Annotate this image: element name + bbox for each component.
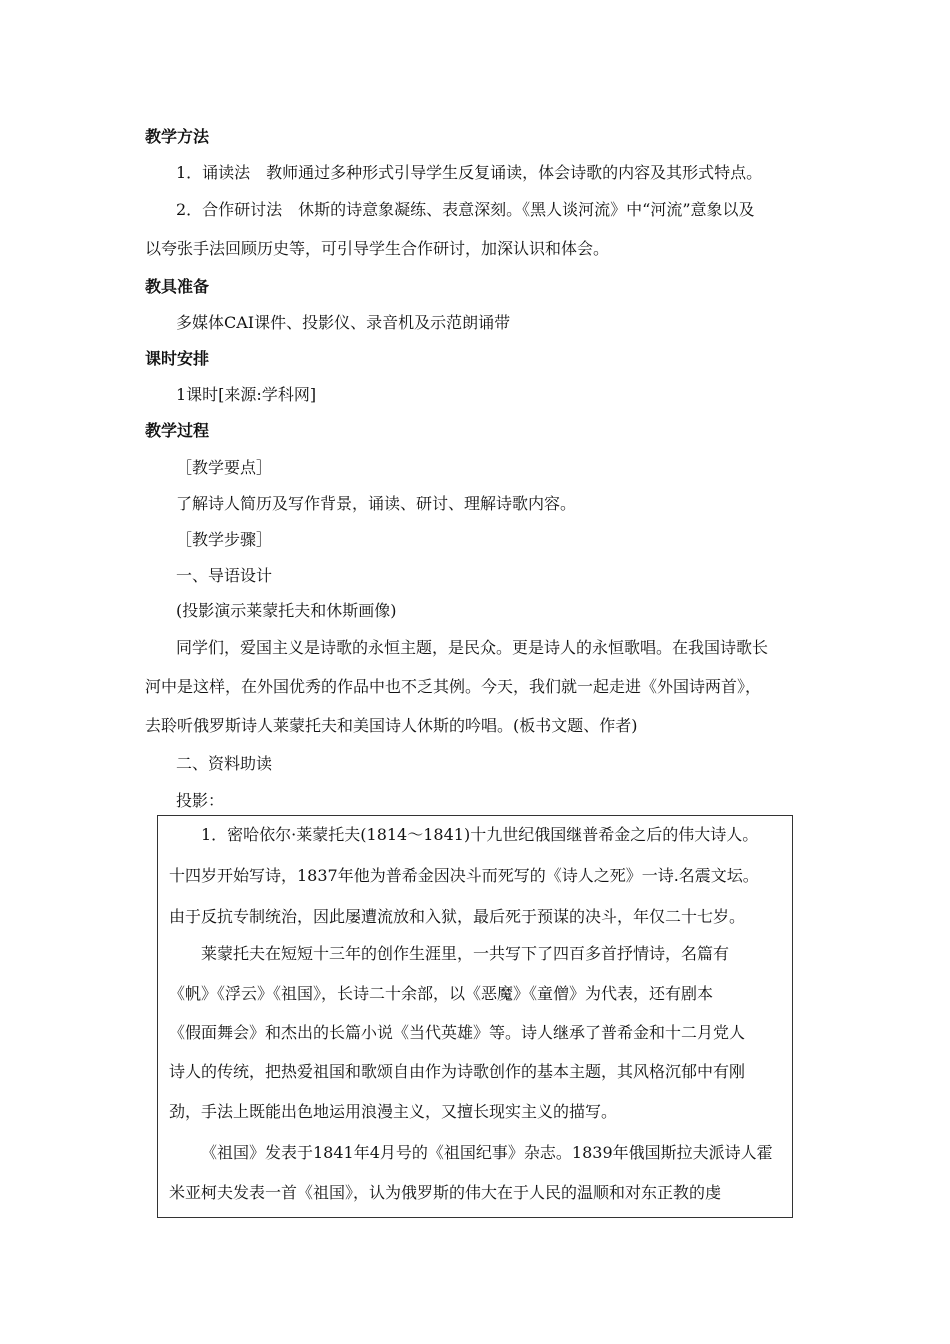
heading-teaching-tools: 教具准备	[145, 277, 210, 296]
box-line-2: 十四岁开始写诗，1837年他为普希金因决斗而死写的《诗人之死》一诗.名震文坛。	[169, 866, 759, 885]
step1-paragraph-line3: 去聆听俄罗斯诗人莱蒙托夫和美国诗人休斯的吟唱。(板书文题、作者)	[145, 716, 638, 735]
heading-teaching-methods: 教学方法	[145, 127, 210, 146]
step1-note: (投影演示莱蒙托夫和休斯画像)	[176, 601, 397, 620]
key-points-label: ［教学要点］	[176, 458, 273, 477]
box-line-6: 《假面舞会》和杰出的长篇小说《当代英雄》等。诗人继承了普希金和十二月党人	[169, 1023, 746, 1042]
box-line-3: 由于反抗专制统治，因此屡遭流放和入狱，最后死于预谋的决斗，年仅二十七岁。	[169, 907, 746, 926]
box-line-5: 《帆》《浮云》《祖国》，长诗二十余部，以《恶魔》《童僧》为代表，还有剧本	[169, 984, 714, 1003]
box-line-7: 诗人的传统，把热爱祖国和歌颂自由作为诗歌创作的基本主题，其风格沉郁中有刚	[169, 1062, 746, 1081]
heading-teaching-process: 教学过程	[145, 421, 210, 440]
heading-schedule: 课时安排	[145, 349, 210, 368]
step2-title: 二、资料助读	[176, 754, 273, 773]
step1-paragraph-line2: 河中是这样，在外国优秀的作品中也不乏其例。今天，我们就一起走进《外国诗两首》，	[145, 677, 762, 696]
key-points-text: 了解诗人简历及写作背景，诵读、研讨、理解诗歌内容。	[176, 494, 577, 513]
step1-title: 一、导语设计	[176, 566, 273, 585]
method-item-2: 2．合作研讨法 休斯的诗意象凝练、表意深刻。《黑人谈河流》中“河流”意象以及	[176, 200, 755, 219]
schedule-text: 1课时[来源:学科网]	[176, 385, 317, 404]
box-line-8: 劲，手法上既能出色地运用浪漫主义，又擅长现实主义的描写。	[169, 1102, 618, 1121]
step1-paragraph-line1: 同学们，爱国主义是诗歌的永恒主题，是民众。更是诗人的永恒歌唱。在我国诗歌长	[176, 638, 769, 657]
box-line-9: 《祖国》发表于1841年4月号的《祖国纪事》杂志。1839年俄国斯拉夫派诗人霍	[201, 1143, 773, 1162]
box-line-4: 莱蒙托夫在短短十三年的创作生涯里，一共写下了四百多首抒情诗，名篇有	[201, 944, 730, 963]
method-item-2-cont: 以夸张手法回顾历史等，可引导学生合作研讨，加深认识和体会。	[145, 239, 610, 258]
box-line-1: 1．密哈依尔·莱蒙托夫(1814～1841)十九世纪俄国继普希金之后的伟大诗人。	[201, 825, 759, 844]
steps-label: ［教学步骤］	[176, 530, 273, 549]
box-line-10: 米亚柯夫发表一首《祖国》，认为俄罗斯的伟大在于人民的温顺和对东正教的虔	[169, 1183, 722, 1202]
tools-text: 多媒体CAI课件、投影仪、录音机及示范朗诵带	[176, 313, 511, 332]
projection-label: 投影：	[176, 791, 225, 810]
method-item-1: 1．诵读法 教师通过多种形式引导学生反复诵读，体会诗歌的内容及其形式特点。	[176, 163, 763, 182]
